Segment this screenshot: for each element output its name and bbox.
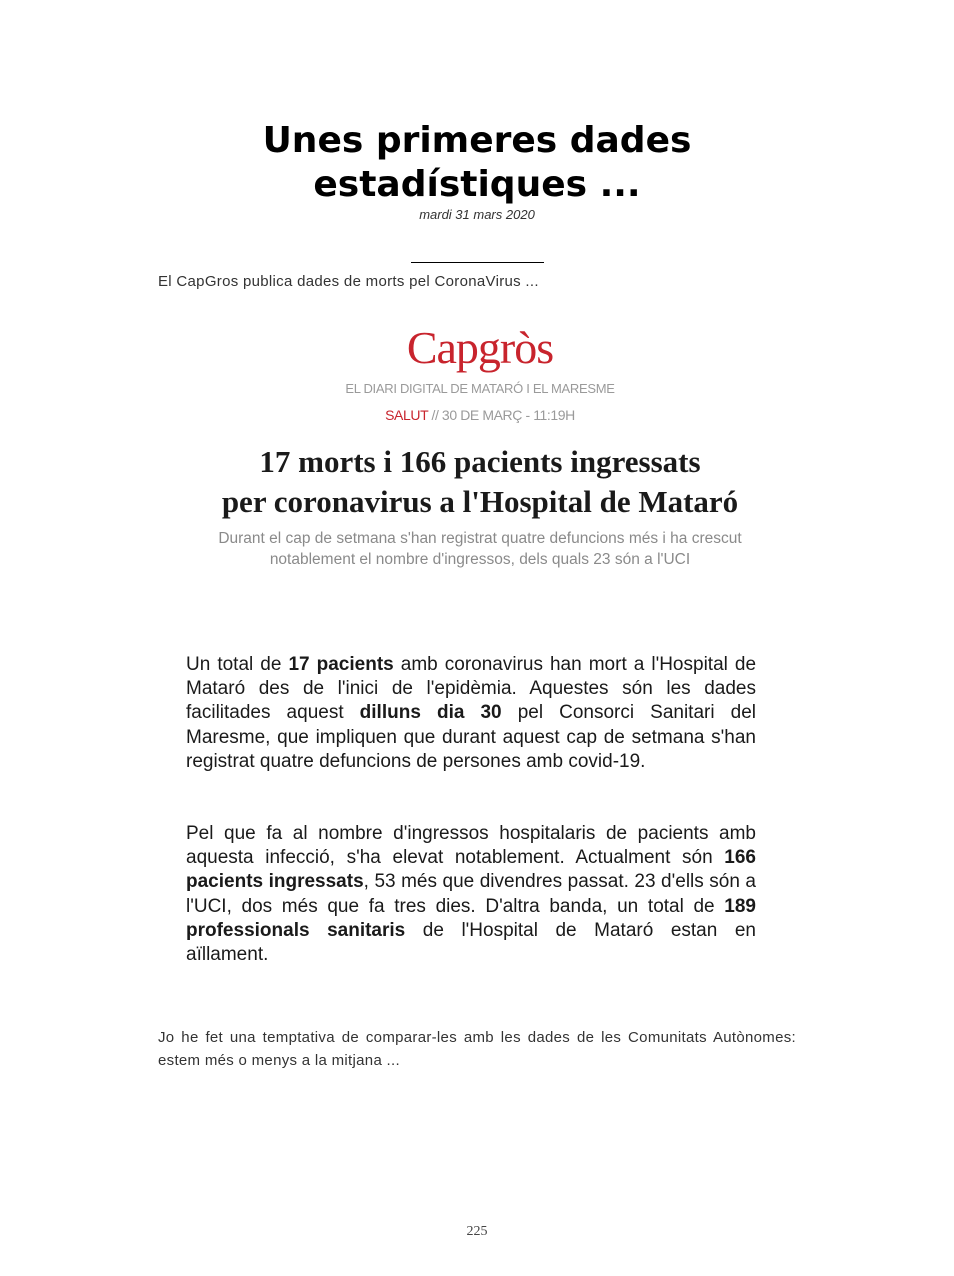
p1-text-a: Un total de	[186, 654, 289, 675]
article-standfirst: Durant el cap de setmana s'han registrat quatre defuncions més i ha crescut notablement el nombre d'ingressos, dels quals 23 són a l'UCI	[218, 530, 742, 568]
logo-tagline: EL DIARI DIGITAL DE MATARÓ I EL MARESME	[345, 381, 615, 396]
headline-line-1: 17 morts i 166 pacients ingressats	[259, 444, 701, 479]
section-label: SALUT	[385, 407, 428, 423]
outro-text: Jo he fet una temptativa de comparar-les amb les dades de les Comunitats Autònomes: estem més o menys a la mitjana ...	[158, 1029, 796, 1069]
divider	[411, 262, 544, 263]
p2-bold-b: 166 pacients ingressats	[186, 847, 756, 893]
capgros-logo: Capgròs	[406, 322, 554, 373]
p2-text-e: de l'Hospital de Mataró estan en aïllament.	[186, 919, 756, 966]
article-dateline: // 30 DE MARÇ - 11:19H	[427, 407, 575, 423]
p2-text-a: Pel que fa al nombre d'ingressos hospitalaris de pacients amb aquesta infecció, s'ha elevat notablement. Actualment són	[186, 823, 756, 869]
page-number: 225	[466, 1224, 488, 1239]
p1-bold-b: 17 pacients	[288, 654, 394, 675]
headline-line-2: per coronavirus a l'Hospital de Mataró	[221, 484, 739, 519]
p2-bold-d: 189 professionals sanitaris	[186, 895, 756, 941]
post-date: mardi 31 mars 2020	[419, 207, 535, 222]
news-clipping	[180, 318, 780, 978]
intro-text: El CapGros publica dades de morts pel CoronaVirus ...	[158, 273, 539, 290]
article-paragraph-2	[186, 822, 756, 967]
p1-text-e: pel Consorci Sanitari del Maresme, que impliquen que durant aquest cap de setmana s'han registrat quatre defuncions de persones amb covid-19.	[186, 702, 756, 772]
article-headline	[180, 442, 780, 522]
p1-bold-d: dilluns dia 30	[359, 702, 502, 724]
article-paragraph-1	[186, 653, 756, 774]
article-meta	[180, 407, 780, 423]
p2-text-c: , 53 més que divendres passat. 23 d'ells són a l'UCI, dos més que fa tres dies. D'altra banda, un total de	[186, 871, 756, 917]
page-title: Unes primeres dades estadístiques ...	[262, 120, 692, 205]
p1-text-c: amb coronavirus han mort a l'Hospital de Mataró des de l'inici de l'epidèmia. Aquestes són les dades facilitades aquest	[186, 654, 757, 724]
